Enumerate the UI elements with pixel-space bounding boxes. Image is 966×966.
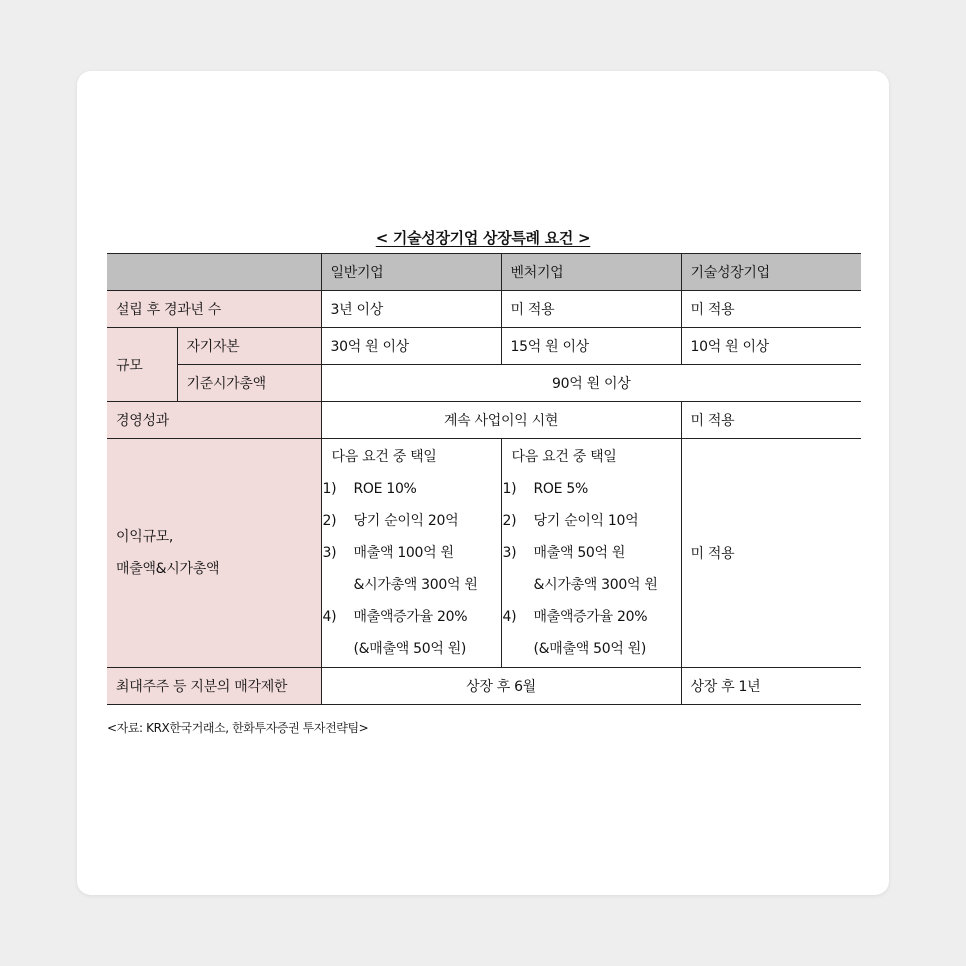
label-years: 설립 후 경과년 수 bbox=[107, 291, 321, 328]
profit-general bbox=[321, 439, 501, 668]
header-general: 일반기업 bbox=[321, 254, 501, 291]
years-tech: 미 적용 bbox=[681, 291, 861, 328]
lockup-tech: 상장 후 1년 bbox=[681, 668, 861, 705]
row-equity bbox=[107, 328, 861, 365]
general-item-3: 3) 매출액 100억 원 bbox=[322, 545, 454, 561]
venture-item-4: 4) 매출액증가율 20% bbox=[502, 609, 648, 625]
header-blank-cell bbox=[107, 254, 321, 291]
row-performance bbox=[107, 402, 861, 439]
general-item-4: 4) 매출액증가율 20% bbox=[322, 609, 468, 625]
table-title: < 기술성장기업 상장특례 요건 > bbox=[375, 229, 591, 247]
label-equity: 자기자본 bbox=[177, 328, 321, 365]
venture-item-2: 2) 당기 순이익 10억 bbox=[502, 513, 639, 529]
table-header-row bbox=[107, 254, 861, 291]
header-tech: 기술성장기업 bbox=[681, 254, 861, 291]
source-note: <자료: KRX한국거래소, 한화투자증권 투자전략팀> bbox=[107, 721, 369, 735]
years-general: 3년 이상 bbox=[321, 291, 501, 328]
equity-venture: 15억 원 이상 bbox=[501, 328, 681, 365]
venture-item-3-cont: &시가총액 300억 원 bbox=[533, 577, 658, 593]
row-market-cap bbox=[107, 365, 861, 402]
general-item-3-cont: &시가총액 300억 원 bbox=[353, 577, 478, 593]
profit-tech: 미 적용 bbox=[681, 439, 861, 668]
general-item-4-cont: (&매출액 50억 원) bbox=[353, 641, 467, 657]
general-intro: 다음 요건 중 택일 bbox=[331, 449, 437, 465]
row-lockup bbox=[107, 668, 861, 705]
label-lockup: 최대주주 등 지분의 매각제한 bbox=[107, 668, 321, 705]
general-item-1: 1) ROE 10% bbox=[322, 481, 417, 497]
venture-item-4-cont: (&매출액 50억 원) bbox=[533, 641, 647, 657]
label-profit-line2: 매출액&시가총액 bbox=[116, 561, 220, 577]
row-years bbox=[107, 291, 861, 328]
label-performance: 경영성과 bbox=[107, 402, 321, 439]
label-market-cap: 기준시가총액 bbox=[177, 365, 321, 402]
equity-tech: 10억 원 이상 bbox=[681, 328, 861, 365]
label-profit bbox=[107, 439, 321, 668]
document-card bbox=[77, 71, 889, 895]
label-profit-line1: 이익규모, bbox=[116, 529, 174, 545]
profit-venture bbox=[501, 439, 681, 668]
general-item-2: 2) 당기 순이익 20억 bbox=[322, 513, 459, 529]
venture-item-1: 1) ROE 5% bbox=[502, 481, 588, 497]
venture-intro: 다음 요건 중 택일 bbox=[511, 449, 617, 465]
performance-tech: 미 적용 bbox=[681, 402, 861, 439]
venture-item-3: 3) 매출액 50억 원 bbox=[502, 545, 626, 561]
listing-requirements-table bbox=[107, 253, 861, 705]
market-cap-value: 90억 원 이상 bbox=[321, 365, 861, 402]
row-profit bbox=[107, 439, 861, 668]
lockup-general-venture: 상장 후 6월 bbox=[321, 668, 681, 705]
equity-general: 30억 원 이상 bbox=[321, 328, 501, 365]
performance-general-venture: 계속 사업이익 시현 bbox=[321, 402, 681, 439]
years-venture: 미 적용 bbox=[501, 291, 681, 328]
label-scale: 규모 bbox=[107, 328, 177, 402]
header-venture: 벤처기업 bbox=[501, 254, 681, 291]
